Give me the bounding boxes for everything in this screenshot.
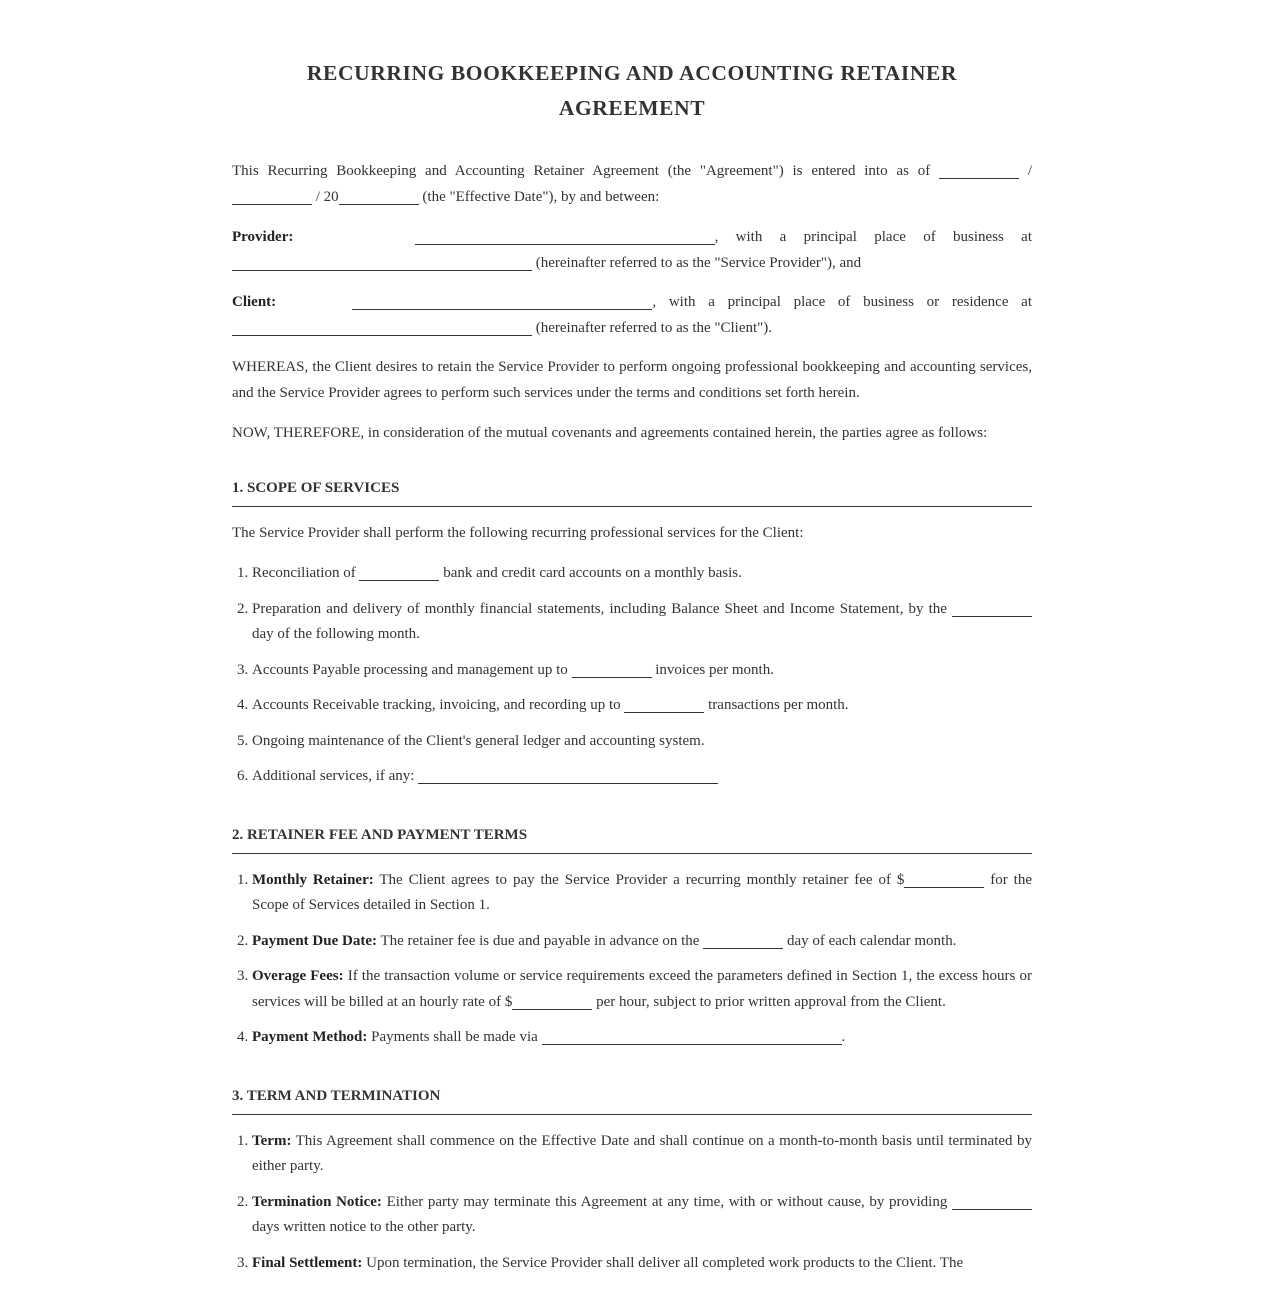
list-item: 4. Accounts Receivable tracking, invoicing, and recording up to transactions per month. — [252, 693, 1032, 719]
agreement-page — [232, 0, 1032, 1276]
client-address-blank[interactable] — [232, 321, 532, 336]
provider-paragraph: Provider: , with a principal place of business at (hereinafter referred to as the "Service Provider"), and — [232, 229, 1032, 271]
due-day-blank[interactable] — [703, 934, 783, 949]
invoices-count-blank[interactable] — [572, 663, 652, 678]
date-month-blank[interactable] — [939, 164, 1019, 179]
list-item: 6. Additional services, if any: — [252, 764, 1032, 790]
section-1-lead: The Service Provider shall perform the following recurring professional services for the Client: — [232, 524, 804, 541]
date-day-blank[interactable] — [232, 190, 312, 205]
list-item: 3. Overage Fees: If the transaction volume or service requirements exceed the parameters defined in Section 1, the excess hours or services will be billed at an hourly rate of $ per hour, subject to prior written approval from the Client. — [252, 964, 1032, 1015]
additional-services-blank[interactable] — [418, 769, 718, 784]
intro-paragraph: This Recurring Bookkeeping and Accounting Retainer Agreement (the "Agreement") is entered into as of / / 20 (the "Effective Date"), by and between: — [232, 163, 1033, 205]
list-item: 2. Termination Notice: Either party may terminate this Agreement at any time, with or without cause, by providing days written notice to the other party. — [252, 1190, 1032, 1241]
provider-name-blank[interactable] — [415, 230, 715, 245]
list-item: 5. Ongoing maintenance of the Client's general ledger and accounting system. — [252, 729, 1032, 755]
provider-address-blank[interactable] — [232, 256, 532, 271]
whereas-paragraph: WHEREAS, the Client desires to retain the Service Provider to perform ongoing professional bookkeeping and accounting services, and the Service Provider agrees to perform such services under the terms and conditions set forth herein. — [232, 359, 1032, 401]
statement-day-blank[interactable] — [952, 602, 1032, 617]
transactions-count-blank[interactable] — [624, 698, 704, 713]
payment-method-blank[interactable] — [542, 1030, 842, 1045]
list-item: 1. Monthly Retainer: The Client agrees to pay the Service Provider a recurring monthly retainer fee of $ for the Scope of Services detailed in Section 1. — [252, 868, 1032, 919]
section-3-list — [232, 1129, 1032, 1277]
bank-accounts-count-blank[interactable] — [359, 566, 439, 581]
client-label: Client: — [232, 294, 277, 310]
section-2-heading: 2. RETAINER FEE AND PAYMENT TERMS — [232, 824, 1032, 854]
list-item: 2. Preparation and delivery of monthly financial statements, including Balance Sheet and Income Statement, by the day of the following month. — [252, 597, 1032, 648]
notice-days-blank[interactable] — [952, 1195, 1032, 1210]
date-year-blank[interactable] — [339, 190, 419, 205]
document-title: RECURRING BOOKKEEPING AND ACCOUNTING RETAINER AGREEMENT — [306, 61, 958, 120]
list-item: 3. Accounts Payable processing and management up to invoices per month. — [252, 658, 1032, 684]
section-1-heading: 1. SCOPE OF SERVICES — [232, 477, 1032, 507]
section-3-heading: 3. TERM AND TERMINATION — [232, 1085, 1032, 1115]
section-1-list — [232, 561, 1032, 790]
list-item: 1. Term: This Agreement shall commence on the Effective Date and shall continue on a month-to-month basis until terminated by either party. — [252, 1129, 1032, 1180]
hourly-rate-blank[interactable] — [512, 995, 592, 1010]
client-paragraph: Client: , with a principal place of business or residence at (hereinafter referred to as the "Client"). — [232, 294, 1033, 336]
client-name-blank[interactable] — [352, 295, 652, 310]
list-item: 4. Payment Method: Payments shall be made via . — [252, 1025, 1032, 1051]
provider-label: Provider: — [232, 229, 294, 245]
list-item: 2. Payment Due Date: The retainer fee is due and payable in advance on the day of each calendar month. — [252, 929, 1032, 955]
section-2-list — [232, 868, 1032, 1051]
list-item: 3. Final Settlement: Upon termination, the Service Provider shall deliver all completed work products to the Client. The — [252, 1251, 1032, 1277]
now-therefore-paragraph: NOW, THEREFORE, in consideration of the mutual covenants and agreements contained herein, the parties agree as follows: — [232, 425, 988, 441]
list-item: 1. Reconciliation of bank and credit card accounts on a monthly basis. — [252, 561, 1032, 587]
retainer-fee-blank[interactable] — [904, 873, 984, 888]
